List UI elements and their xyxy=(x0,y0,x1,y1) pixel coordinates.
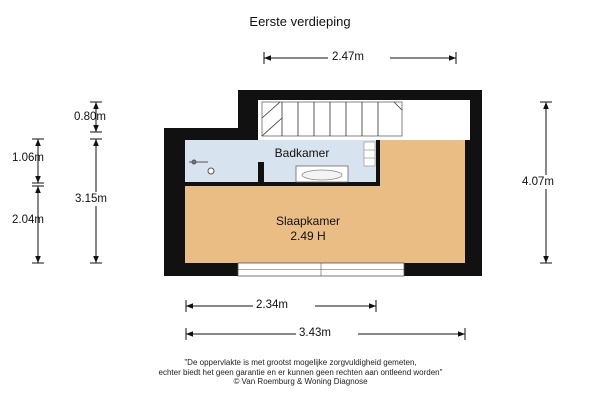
dim-bottom-inner-label: 2.34m xyxy=(256,299,288,311)
disclaimer-line-1: "De oppervlakte is met grootst mogelijke zorgvuldigheid gemeten, xyxy=(184,358,417,367)
dim-top-label: 2.47m xyxy=(332,51,364,63)
dim-bottom-total-label: 3.43m xyxy=(299,327,331,339)
room-label-badkamer: Badkamer xyxy=(274,146,330,160)
interior-wall xyxy=(185,182,380,186)
window xyxy=(238,263,404,276)
dim-stair-label: 0.80m xyxy=(74,111,106,123)
bath-niche-wall xyxy=(258,162,264,186)
dim-right-label: 4.07m xyxy=(522,176,554,188)
room-label-slaapkamer: Slaapkamer xyxy=(275,214,341,228)
bath-shelf xyxy=(364,142,375,166)
interior-wall-right xyxy=(376,140,380,186)
room-height-slaapkamer: 2.49 H xyxy=(290,229,326,243)
slaapkamer-upper-floor xyxy=(380,140,465,186)
page-title: Eerste verdieping xyxy=(249,14,351,29)
dim-left-lower-label: 2.04m xyxy=(12,214,44,226)
dim-left-total-label: 3.15m xyxy=(75,193,107,205)
disclaimer-line-2: echter biedt het geen garantie en er kunnen geen rechten aan ontleend worden" xyxy=(158,368,443,377)
sink-fixture xyxy=(296,166,348,182)
staircase xyxy=(262,102,402,136)
disclaimer-copyright: © Van Roemburg & Woning Diagnose xyxy=(233,377,368,386)
dim-left-upper-label: 1.06m xyxy=(12,152,44,164)
